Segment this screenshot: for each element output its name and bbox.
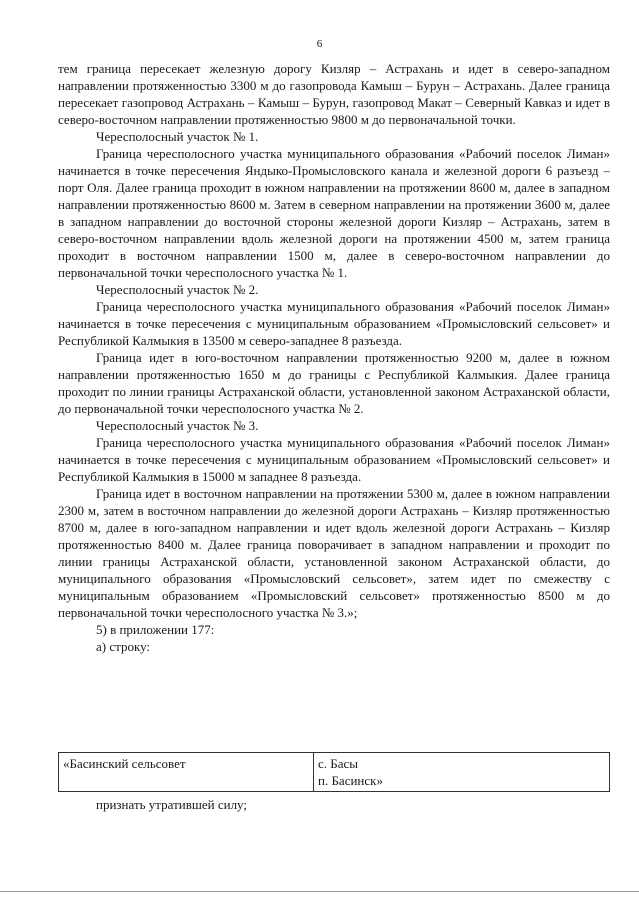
section-heading-3: Чересполосный участок № 3. xyxy=(96,418,259,433)
amendment-subitem: а) строку: xyxy=(96,639,151,654)
closing-text: признать утратившей силу; xyxy=(96,797,247,812)
page-bottom-divider xyxy=(0,891,639,892)
paragraph-6: Граница идет в восточном направлении на протяжении 5300 м, далее в южном направлении 2300 м, затем в восточном направлении до железной дороги Астрахань – Кизляр протяженностью 8700 м, далее в юго-западном направлении и идет вдоль железной дороги Астрахань – Кизляр протяженностью 8400 м. Далее граница поворачивает в западном направлении и проходит по линии границы Астраханской области, установленной законом Астраханской области, до муниципального образования «Промысловский сельсовет», затем идет по смежеству с муниципальным образованием «Промысловский сельсовет» протяженностью 8500 м до первоначальной точки чересполосного участка № 3.»; xyxy=(58,486,610,620)
paragraph-4: Граница идет в юго-восточном направлении протяженностью 9200 м, далее в южном направлении протяженностью 1650 м до границы с Республикой Калмыкия. Далее граница проходит по линии границы Астраханской области, установленной законом Астраханской области, до первоначальной точки чересполосного участка № 2. xyxy=(58,350,610,416)
section-heading-2: Чересполосный участок № 2. xyxy=(96,282,259,297)
page-number: 6 xyxy=(316,38,323,50)
amendment-item: 5) в приложении 177: xyxy=(96,622,215,637)
paragraph-2: Граница чересполосного участка муниципального образования «Рабочий поселок Лиман» начинается в точке пересечения Яндыко-Промысловского канала и железной дороги 6 разъезд – порт Оля. Далее граница проходит в южном направлении на протяжении 8600 м, далее в западном направлении протяженностью 8600 м. Затем в северном направлении на протяжении 3600 м, далее в западном направлении до восточной стороны железной дороги Кизляр – Астрахань, затем в северо-восточном направлении вдоль железной дороги на протяжении 4500 м, затем граница проходит в восточном направлении 1500 м, далее в северо-восточном направлении до первоначальной точки чересполосного участка № 1. xyxy=(58,146,610,280)
settlement-1: с. Басы xyxy=(318,756,359,771)
paragraph-5: Граница чересполосного участка муниципального образования «Рабочий поселок Лиман» начинается в точке пересечения с муниципальным образованием «Промысловский сельсовет» и Республикой Калмыкия в 15000 м западнее 8 разъезда. xyxy=(58,435,610,484)
settlement-2: п. Басинск» xyxy=(318,773,383,788)
table-cell-municipality: «Басинский сельсовет xyxy=(59,753,314,792)
section-heading-1: Чересполосный участок № 1. xyxy=(96,129,259,144)
amendment-table xyxy=(58,752,610,792)
paragraph-3: Граница чересполосного участка муниципального образования «Рабочий поселок Лиман» начинается в точке пересечения с муниципальным образованием «Промысловский сельсовет» и Республикой Калмыкия в 13500 м северо-западнее 8 разъезда. xyxy=(58,299,610,348)
document-body xyxy=(58,60,610,655)
paragraph-1: тем граница пересекает железную дорогу Кизляр – Астрахань и идет в северо-западном направлении протяженностью 3300 м до газопровода Камыш – Бурун – Астрахань. Далее граница пересекает газопровод Астрахань – Камыш – Бурун, газопровод Макат – Северный Кавказ и идет в северо-восточном направлении протяженностью 9800 м до первоначальной точки. xyxy=(58,61,610,127)
table-row xyxy=(59,753,610,792)
table-cell-settlements xyxy=(314,753,610,792)
